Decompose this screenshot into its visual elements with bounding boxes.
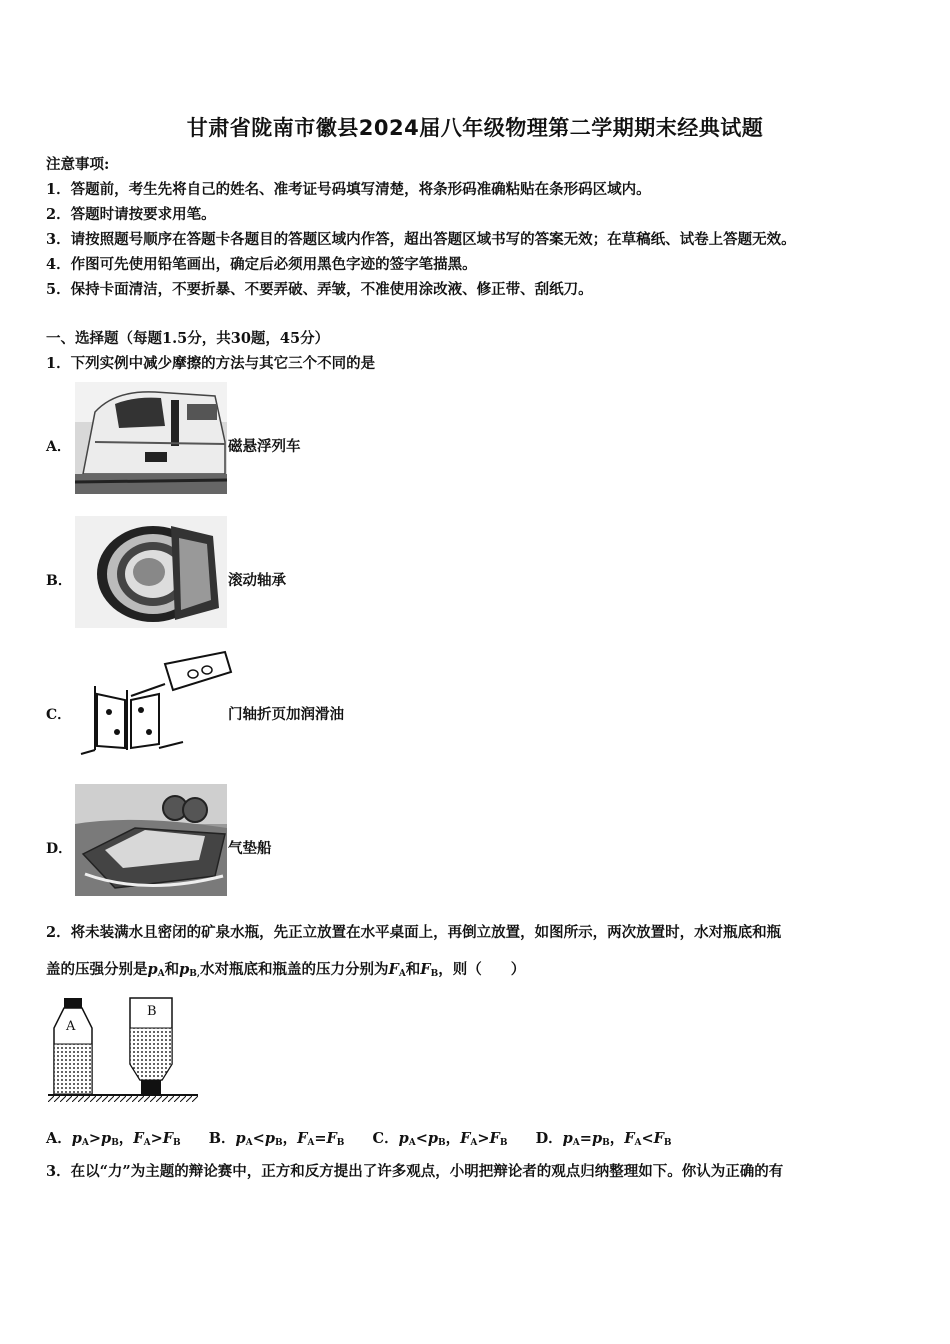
question-2-line-2: 盖的压强分别是$p_A$和$p_{B,}$水对瓶底和瓶盖的压力分别为$F_A$和$F_B$，则（ ） — [46, 961, 526, 979]
notice-item: 3．请按照题号顺序在答题卡各题目的答题区域内作答，超出答题区域书写的答案无效；在草稿纸、试卷上答题无效。 — [46, 231, 796, 248]
notice-heading: 注意事项: — [46, 156, 110, 173]
maglev-train-image — [75, 382, 227, 494]
bottle-a-label: A — [66, 1019, 76, 1034]
option-c-letter: C． — [46, 707, 72, 723]
option-b-letter: B． — [46, 573, 72, 589]
option-a-text: 磁悬浮列车 — [228, 438, 301, 455]
question-2-line-1: 2．将未装满水且密闭的矿泉水瓶，先正立放置在水平桌面上，再倒立放置，如图所示，两次放置时，水对瓶底和瓶 — [46, 924, 782, 941]
question-2-choices: A．$p_A>p_B$，$F_A>F_B$ B．$p_A<p_B$，$F_A=F_B$ C．$p_A<p_B$，$F_A>F_B$ D．$p_A=p_B$，$F_A<F_B$ — [46, 1130, 672, 1148]
notice-item: 5．保持卡面清洁，不要折暴、不要弄破、弄皱，不准使用涂改液、修正带、刮纸刀。 — [46, 281, 593, 298]
bottle-b-label: B — [147, 1004, 157, 1019]
option-d-letter: D． — [46, 841, 73, 857]
question-3-line-1: 3．在以“力”为主题的辩论赛中，正方和反方提出了许多观点，小明把辩论者的观点归纳整理如下。你认为正确的有 — [46, 1163, 784, 1180]
page-title: 甘肃省陇南市徽县2024届八年级物理第二学期期末经典试题 — [186, 116, 764, 140]
notice-item: 2．答题时请按要求用笔。 — [46, 206, 216, 223]
hovercraft-image — [75, 784, 227, 896]
notice-item: 4．作图可先使用铅笔画出，确定后必须用黑色字迹的签字笔描黑。 — [46, 256, 477, 273]
option-d-text: 气垫船 — [228, 840, 272, 857]
option-c-text: 门轴折页加润滑油 — [228, 706, 344, 723]
rolling-bearing-image — [75, 516, 227, 628]
section-heading: 一、选择题（每题1.5分，共30题，45分） — [46, 330, 330, 347]
option-b-text: 滚动轴承 — [228, 572, 286, 589]
bottles-figure — [48, 994, 198, 1102]
notice-item: 1．答题前，考生先将自己的姓名、准考证号码填写清楚，将条形码准确粘贴在条形码区域内。 — [46, 181, 651, 198]
door-hinge-oil-image — [75, 650, 235, 762]
question-1-stem: 1．下列实例中减少摩擦的方法与其它三个不同的是 — [46, 355, 376, 372]
option-a-letter: A． — [46, 439, 71, 455]
